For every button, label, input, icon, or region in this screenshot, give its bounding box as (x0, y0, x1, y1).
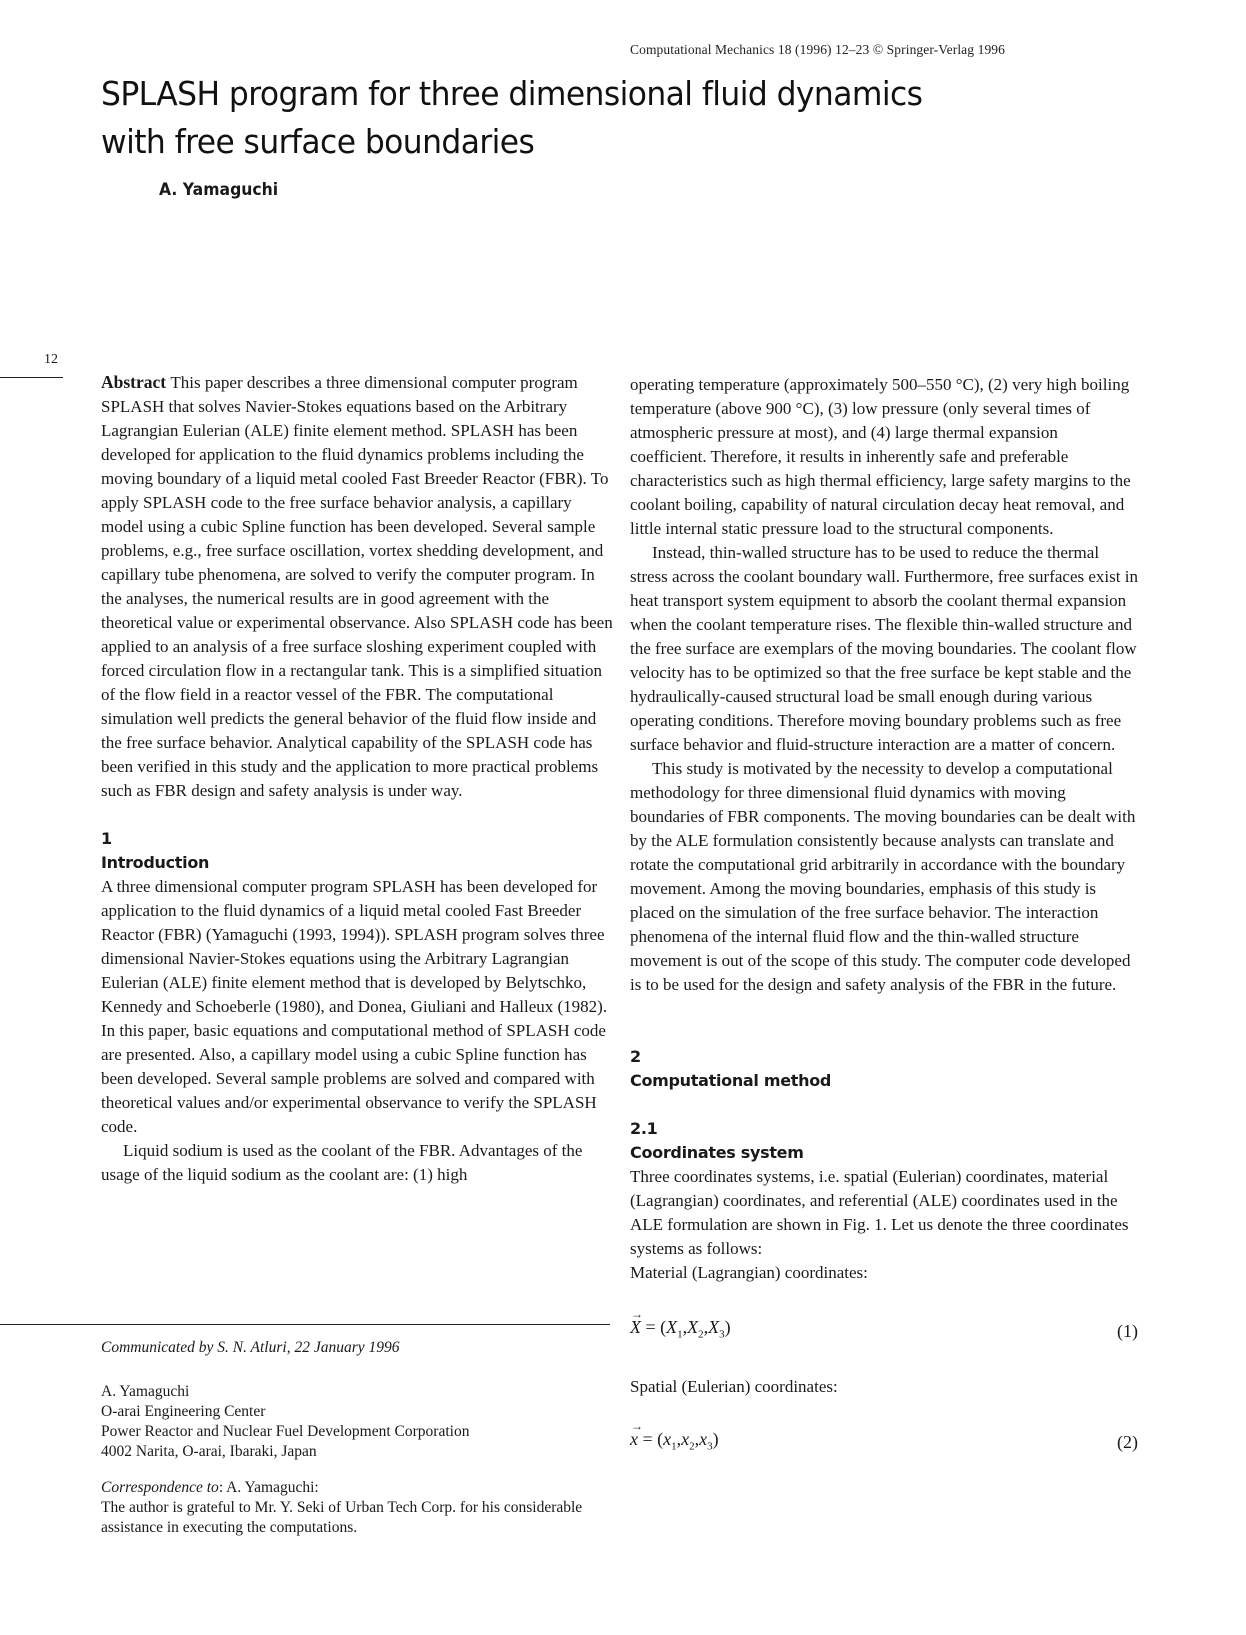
communicated-text: Communicated by S. N. Atluri, 22 January 1996 (101, 1339, 400, 1356)
equation-2-number: (2) (1117, 1432, 1138, 1453)
left-column (101, 370, 613, 1187)
correspondence-name: : A. Yamaguchi: (218, 1479, 319, 1496)
intro-paragraph-4: This study is motivated by the necessity to develop a computational methodology for three dimensional fluid dynamics with moving boundaries of FBR components. The moving boundaries can be dealt with by the ALE formulation consistently because analysts can translate and rotate the computational grid arbitrarily in accordance with the boundary movement. Among the moving boundaries, emphasis of this study is placed on the simulation of the free surface behavior. The interaction phenomena of the internal fluid flow and the thin-walled structure movement is out of the scope of this study. The computer code developed is to be used for the design and safety analysis of the FBR in the future. (630, 759, 1136, 994)
material-coordinates-label: Material (Lagrangian) coordinates: (630, 1263, 868, 1282)
affiliation-line-1: O-arai Engineering Center (101, 1403, 266, 1420)
subsection-2-1-number: 2.1 (630, 1119, 658, 1138)
abstract (101, 370, 613, 803)
coordinates-paragraph: Three coordinates systems, i.e. spatial (Eulerian) coordinates, material (Lagrangian) coordinates, and referential (ALE) coordinates used in the ALE formulation are shown in Fig. 1. Let us denote the three coordinates systems as follows: (630, 1167, 1129, 1258)
journal-citation: Computational Mechanics 18 (1996) 12–23 © Springer-Verlag 1996 (630, 42, 1005, 57)
section-2-number: 2 (630, 1047, 641, 1066)
affiliation-name: A. Yamaguchi (101, 1383, 190, 1400)
footnote-rule (0, 1324, 610, 1325)
intro-paragraph-3: Instead, thin-walled structure has to be used to reduce the thermal stress across the coolant boundary wall. Furthermore, free surfaces exist in heat transport system equipment to absorb the coolant thermal expansion when the coolant temperature rises. The flexible thin-walled structure and the free surface are exemplars of the moving boundaries. The coolant flow velocity has to be optimized so that the free surface be kept stable and the hydraulically-caused structural load be small enough during various operating conditions. Therefore moving boundary problems such as free surface behavior and fluid-structure interaction are a matter of concern. (630, 543, 1138, 754)
right-column (630, 373, 1138, 1458)
intro-paragraph-2-continued: operating temperature (approximately 500–550 °C), (2) very high boiling temperature (above 900 °C), (3) low pressure (only several times of atmospheric pressure at most), and (4) large thermal expansion coefficient. Therefore, it results in inherently safe and preferable characteristics such as high thermal efficiency, large safety margins to the coolant boiling, capability of natural circulation decay heat removal, and little internal static pressure load to the structural components. (630, 375, 1131, 538)
section-1-title: Introduction (101, 853, 210, 872)
subsection-2-1-title: Coordinates system (630, 1143, 804, 1162)
correspondence-label: Correspondence to (101, 1479, 219, 1496)
affiliation (101, 1382, 621, 1462)
page-number-rule (0, 377, 63, 378)
spacer (630, 1285, 1138, 1315)
author-name: A. Yamaguchi (159, 180, 279, 200)
equation-1 (630, 1315, 1138, 1347)
intro-paragraph-1: A three dimensional computer program SPLASH has been developed for application to the fluid dynamics of a liquid metal cooled Fast Breeder Reactor (FBR) (Yamaguchi (1993, 1994)). SPLASH program solves three dimensional Navier-Stokes equations using the Arbitrary Lagrangian Eulerian (ALE) finite element method that is developed by Belytschko, Kennedy and Schoeberle (1980), and Donea, Giuliani and Halleux (1982). In this paper, basic equations and computational method of SPLASH code are presented. Also, a capillary model using a cubic Spline function has been developed. Several sample problems are solved and compared with theoretical values and/or experimental observance to verify the SPLASH code. (101, 877, 608, 1136)
affiliation-line-3: 4002 Narita, O-arai, Ibaraki, Japan (101, 1443, 317, 1460)
paper-title: SPLASH program for three dimensional fluid dynamics with free surface boundaries (101, 74, 923, 161)
correspondence (101, 1478, 621, 1538)
equation-2-body: → $x = (x_1,x_2,x_3)$ (630, 1427, 719, 1459)
section-2-title: Computational method (630, 1071, 832, 1090)
abstract-text: This paper describes a three dimensional computer program SPLASH that solves Navier-Stokes equations based on the Arbitrary Lagrangian Eulerian (ALE) finite element method. SPLASH has been developed for application to the fluid dynamics problems including the moving boundary of a liquid metal cooled Fast Breeder Reactor (FBR). To apply SPLASH code to the free surface behavior analysis, a capillary model using a cubic Spline function has been developed. Several sample problems, e.g., free surface oscillation, vortex shedding development, and capillary tube phenomena, are solved to verify the computer program. In the analyses, the numerical results are in good agreement with the theoretical value or experimental observance. Also SPLASH code has been applied to an analysis of a free surface sloshing experiment coupled with forced circulation flow in a rectangular tank. This is a simplified situation of the flow field in a reactor vessel of the FBR. The computational simulation well predicts the general behavior of the fluid flow inside and the free surface behavior. Analytical capability of the SPLASH code has been verified in this study and the application to more practical problems such as FBR design and safety analysis is under way. (101, 373, 613, 800)
affiliation-line-2: Power Reactor and Nuclear Fuel Development Corporation (101, 1423, 470, 1440)
equation-1-body: → $X = (X_1,X_2,X_3)$ (630, 1315, 731, 1347)
spacer (630, 1093, 1138, 1117)
abstract-label: Abstract (101, 372, 167, 392)
page-number: 12 (44, 352, 58, 367)
equation-2 (630, 1427, 1138, 1459)
spacer (630, 1399, 1138, 1427)
intro-paragraph-2-start: Liquid sodium is used as the coolant of the FBR. Advantages of the usage of the liquid sodium as the coolant are: (1) high (101, 1141, 583, 1184)
correspondence-line (101, 1478, 621, 1498)
acknowledgement: The author is grateful to Mr. Y. Seki of Urban Tech Corp. for his considerable assistance in executing the computations. (101, 1499, 583, 1536)
communicated-note (101, 1338, 621, 1358)
section-1-number: 1 (101, 829, 112, 848)
equation-1-number: (1) (1117, 1320, 1138, 1341)
spatial-coordinates-label: Spatial (Eulerian) coordinates: (630, 1376, 838, 1396)
spacer (101, 803, 613, 827)
spacer (630, 1347, 1138, 1375)
spacer (630, 997, 1138, 1045)
